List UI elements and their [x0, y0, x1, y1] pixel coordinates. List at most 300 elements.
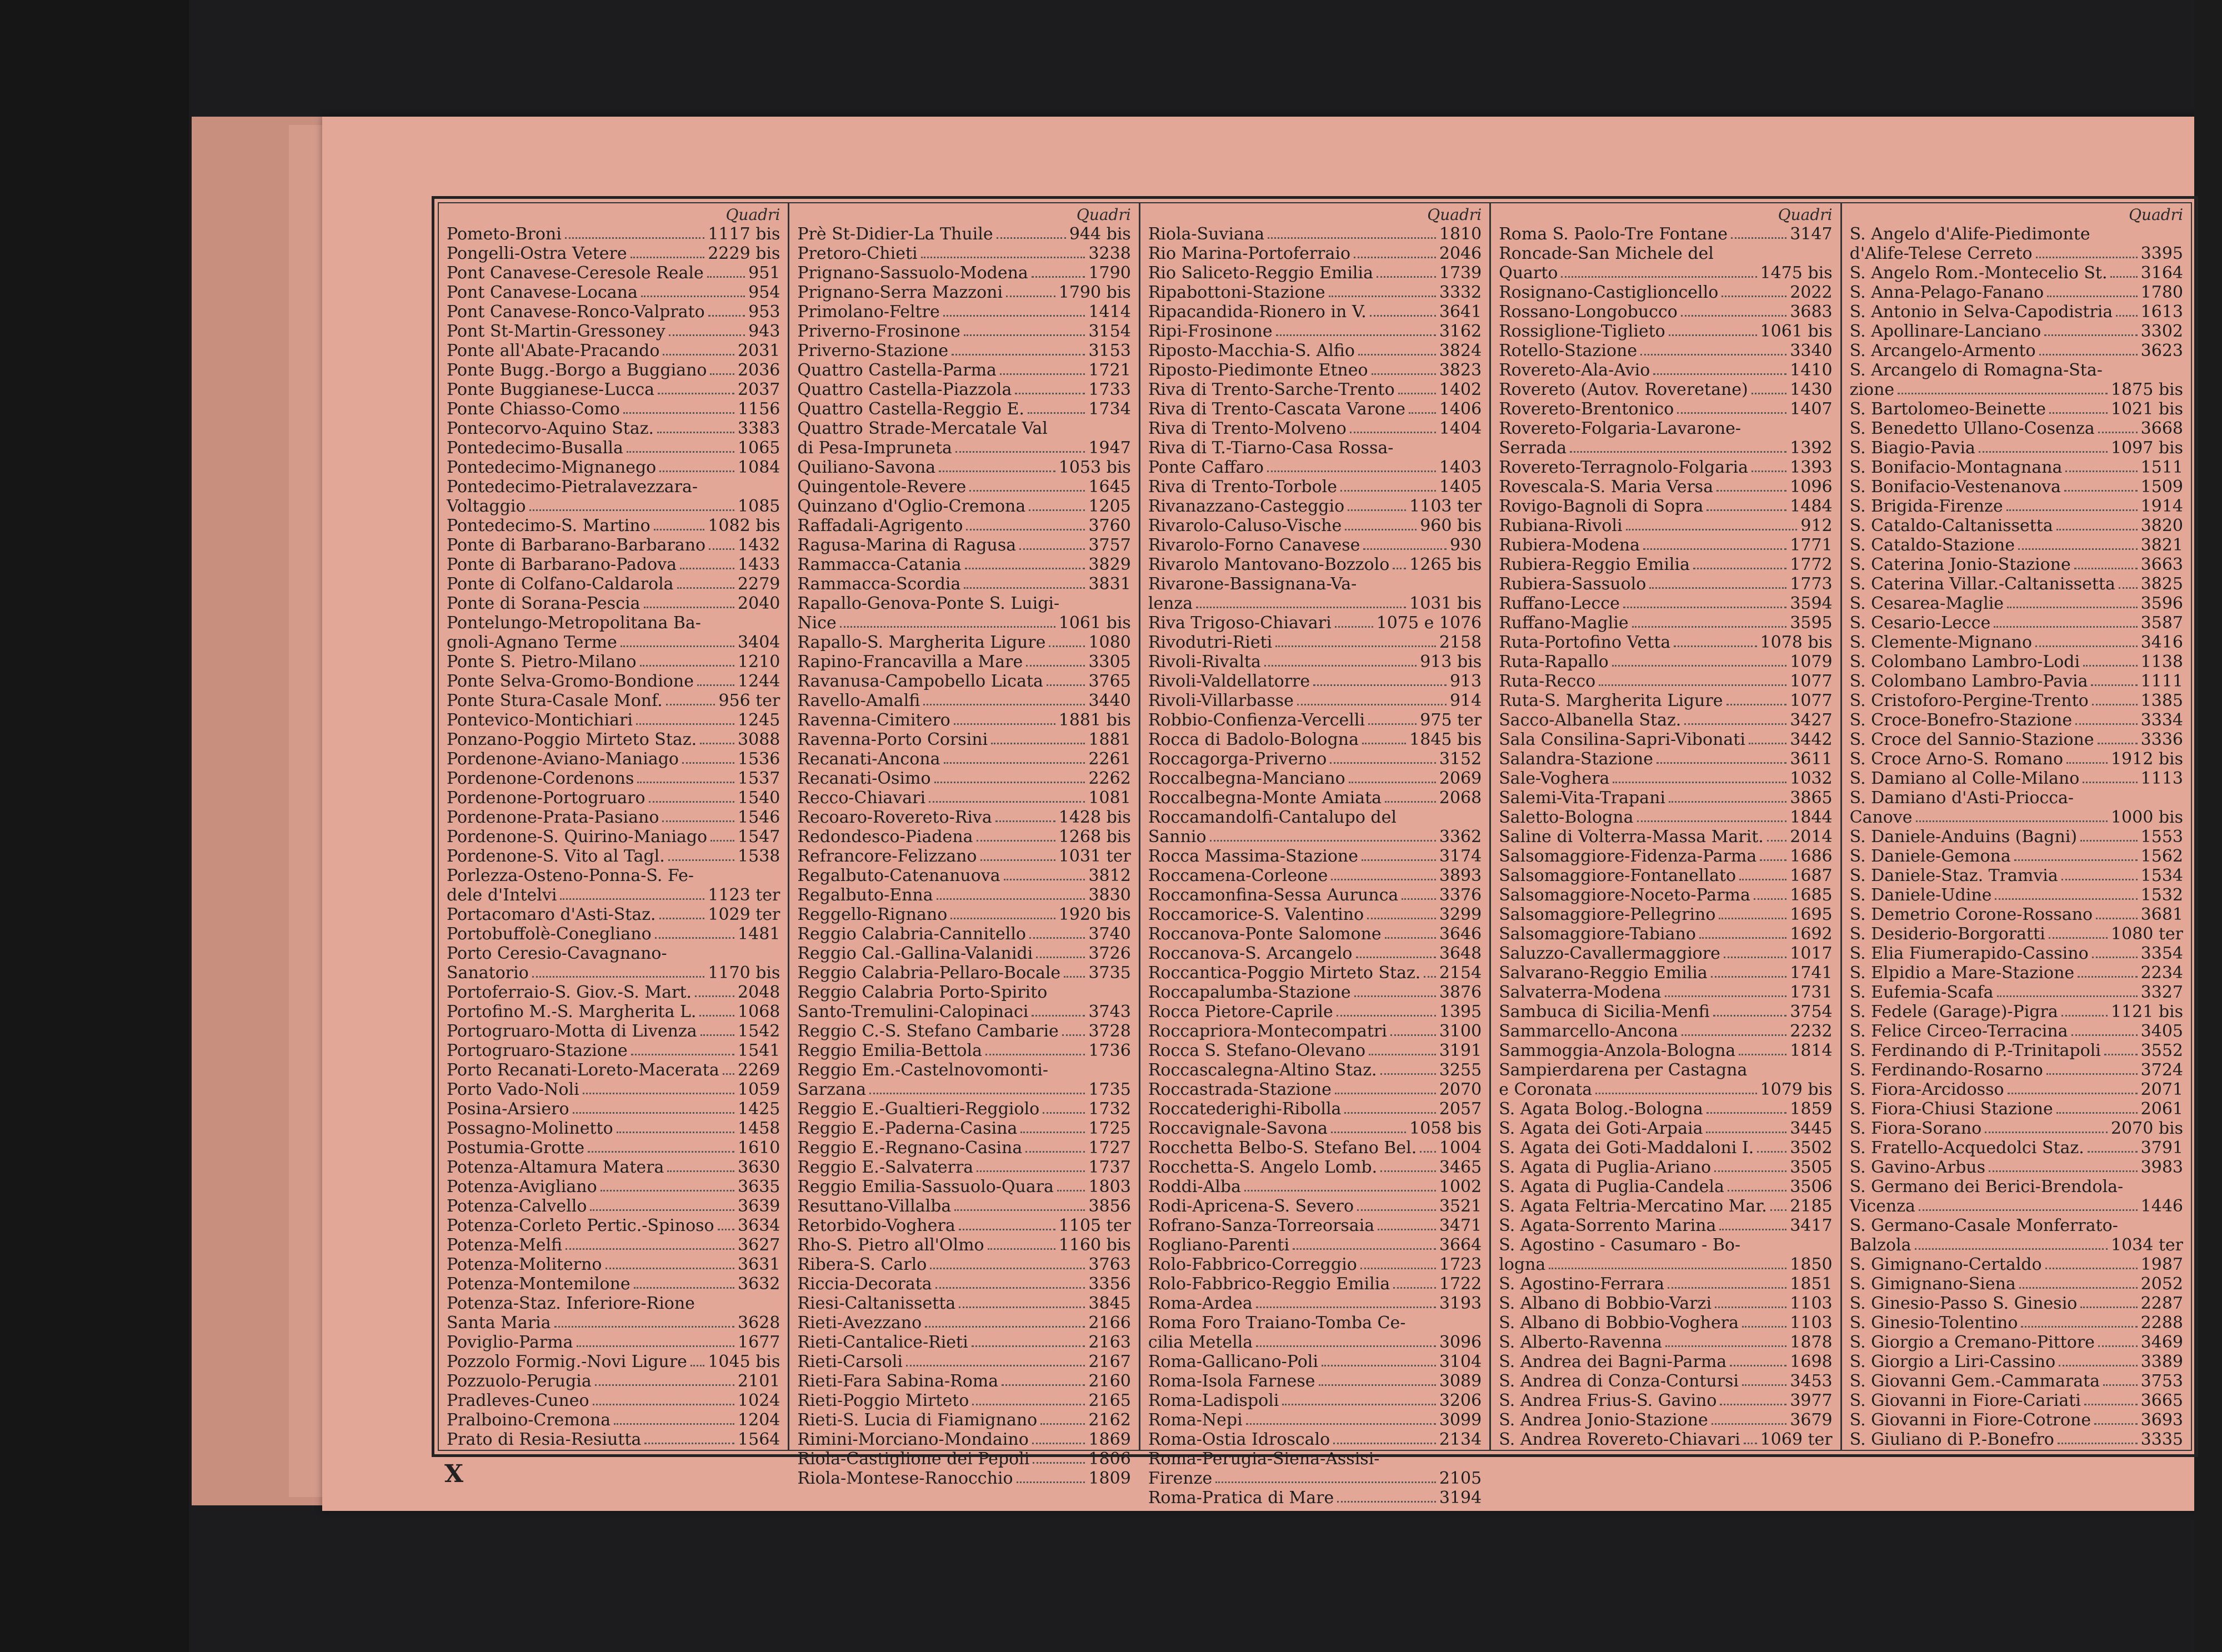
index-entry	[797, 749, 1130, 769]
entry-table-number: 1721	[1088, 361, 1131, 380]
entry-table-number: 1564	[738, 1430, 780, 1449]
dot-leader	[1751, 393, 1787, 394]
entry-route: Reggio E.-Salvaterra	[797, 1158, 974, 1177]
index-entry	[1148, 1410, 1482, 1430]
entry-route: Ponte di Sorana-Pescia	[447, 594, 640, 613]
dot-leader	[1681, 1034, 1786, 1036]
entry-route: Roma-Gallicano-Poli	[1148, 1352, 1318, 1371]
index-entry	[1850, 594, 2183, 613]
entry-route: Rocca Massima-Stazione	[1148, 847, 1358, 866]
dot-leader	[1420, 1151, 1436, 1153]
entry-table-number: 1244	[738, 672, 780, 691]
entry-table-number: 1692	[1790, 924, 1833, 944]
dot-leader	[2078, 976, 2138, 978]
entry-table-number: 2040	[738, 594, 780, 613]
dot-leader	[1711, 1423, 1787, 1425]
entry-table-number: 3305	[1088, 652, 1131, 672]
index-entry	[1499, 1333, 1832, 1352]
entry-route: Quattro Castella-Reggio E.	[797, 399, 1024, 419]
entry-table-number: 3679	[1790, 1410, 1833, 1430]
dot-leader	[654, 529, 705, 530]
entry-route: S. Agostino - Casumaro - Bo-	[1499, 1235, 1741, 1255]
dot-leader	[649, 801, 734, 803]
dot-leader	[977, 1170, 1085, 1172]
entry-route: Riva di Trento-Cascata Varone	[1148, 399, 1406, 419]
index-entry	[447, 1177, 780, 1197]
dot-leader	[2080, 840, 2138, 842]
index-entry	[447, 672, 780, 691]
entry-route: Ponte di Barbarano-Padova	[447, 555, 677, 574]
entry-route: S. Bonifacio-Vestenanova	[1849, 477, 2061, 497]
entry-table-number: 1395	[1439, 1002, 1482, 1022]
index-entry	[1499, 1177, 1832, 1197]
index-entry	[797, 613, 1130, 633]
entry-route: Rodi-Apricena-S. Severo	[1148, 1197, 1354, 1216]
entry-table-number: 3440	[1088, 691, 1131, 710]
dot-leader	[1742, 1384, 1786, 1386]
dot-leader	[1714, 1170, 1786, 1172]
entry-route: Ponte all'Abate-Pracando	[447, 341, 660, 361]
dot-leader	[1706, 1112, 1786, 1114]
entry-table-number: 1402	[1439, 380, 1482, 399]
entry-route: S. Bartolomeo-Beinette	[1849, 399, 2046, 419]
dot-leader	[1047, 684, 1085, 686]
dot-leader	[573, 1112, 735, 1114]
dot-leader	[1681, 315, 1786, 317]
dot-leader	[588, 1151, 734, 1153]
index-entry	[1148, 1138, 1482, 1158]
entry-route: Ravenna-Porto Corsini	[797, 730, 988, 749]
index-entry	[447, 1391, 780, 1410]
entry-route: Porto Recanati-Loreto-Macerata	[447, 1060, 719, 1080]
entry-table-number: 2052	[2140, 1274, 2184, 1294]
entry-route: S. Caterina Villar.-Caltanissetta	[1849, 574, 2115, 594]
dot-leader	[934, 782, 1085, 783]
index-entry	[1850, 1216, 2183, 1235]
index-entry	[1499, 1080, 1832, 1099]
entry-route: Riposto-Macchia-S. Alfio	[1148, 341, 1355, 361]
dot-leader	[1350, 432, 1436, 433]
index-entry	[447, 963, 780, 983]
entry-route: S. Ferdinando di P.-Trinitapoli	[1849, 1041, 2101, 1060]
entry-table-number: 3735	[1088, 963, 1131, 983]
index-entry	[1499, 710, 1832, 730]
entry-route: Riola-Suviana	[1148, 224, 1265, 244]
entry-route: Primolano-Feltre	[797, 302, 940, 322]
entry-route: Roccascalegna-Altino Staz.	[1148, 1060, 1377, 1080]
entry-table-number: 1772	[1790, 555, 1833, 574]
dot-leader	[2014, 859, 2138, 861]
entry-route: Pordenone-Aviano-Maniago	[447, 749, 679, 769]
index-entry	[1148, 866, 1482, 885]
entry-table-number: 1079 bis	[1760, 1080, 1833, 1099]
entry-route: Roccatederighi-Ribolla	[1148, 1099, 1342, 1119]
dot-leader	[1372, 373, 1436, 375]
dot-leader	[2061, 1015, 2108, 1017]
entry-table-number: 1053 bis	[1058, 458, 1131, 477]
entry-table-number: 1031 bis	[1409, 594, 1482, 613]
dot-leader	[925, 1326, 1085, 1328]
entry-route: Rivarolo Mantovano-Bozzolo	[1148, 555, 1390, 574]
entry-table-number: 2022	[1790, 283, 1833, 302]
entry-table-number: 2262	[1088, 769, 1131, 788]
index-entry	[1850, 749, 2183, 769]
index-entry	[1499, 1022, 1832, 1041]
entry-route: Reggio Cal.-Gallina-Valanidi	[797, 944, 1033, 963]
index-entry	[447, 497, 780, 516]
dot-leader	[1029, 509, 1085, 511]
entry-table-number: 3356	[1088, 1274, 1131, 1294]
entry-table-number: 1061 bis	[1760, 322, 1833, 341]
entry-route: Rieti-Cantalice-Rieti	[797, 1333, 968, 1352]
index-entry	[1148, 672, 1482, 691]
entry-route: Riva di T.-Tiarno-Casa Rossa-	[1148, 438, 1394, 458]
entry-route: Sacco-Albanella Staz.	[1499, 710, 1681, 730]
index-entry	[447, 1235, 780, 1255]
index-entry	[1499, 847, 1832, 866]
index-entry	[797, 497, 1130, 516]
index-entry	[1148, 1216, 1482, 1235]
dot-leader	[1313, 684, 1447, 686]
entry-table-number: 3760	[1088, 516, 1131, 535]
entry-route: S. Daniele-Anduins (Bagni)	[1849, 827, 2078, 847]
entry-route: Ponzano-Poggio Mirteto Staz.	[447, 730, 697, 749]
dot-leader	[1348, 509, 1406, 511]
entry-table-number: 3191	[1439, 1041, 1482, 1060]
index-entry	[1850, 1099, 2183, 1119]
entry-table-number: 3635	[738, 1177, 780, 1197]
dot-leader	[1730, 1365, 1786, 1366]
entry-route: Pordenone-S. Vito al Tagl.	[447, 847, 665, 866]
entry-route: Saletto-Bologna	[1499, 808, 1634, 827]
entry-route: Potenza-Melfi	[447, 1235, 563, 1255]
entry-route: S. Agata dei Goti-Maddaloni I.	[1499, 1138, 1754, 1158]
entry-route: Salsomaggiore-Fontanellato	[1499, 866, 1736, 885]
entry-table-number: 3893	[1439, 866, 1482, 885]
dot-leader	[590, 1209, 734, 1211]
index-entry	[1499, 866, 1832, 885]
entry-route: S. Colombano Lambro-Pavia	[1849, 672, 2088, 691]
entry-table-number: 1268 bis	[1058, 827, 1131, 847]
index-entry	[1499, 808, 1832, 827]
entry-route: Pometo-Broni	[447, 224, 562, 244]
entry-table-number: 3628	[738, 1313, 780, 1333]
entry-route: Prato di Resia-Resiutta	[447, 1430, 642, 1449]
index-entry	[1148, 1449, 1482, 1469]
entry-route: Quattro Castella-Piazzola	[797, 380, 1012, 399]
entry-route: Ponte Chiasso-Como	[447, 399, 620, 419]
entry-table-number: 1875 bis	[2110, 380, 2184, 399]
dot-leader	[620, 645, 734, 647]
entry-table-number: 1103	[1790, 1294, 1833, 1313]
entry-table-number: 1404	[1439, 419, 1482, 438]
dot-leader	[565, 237, 704, 239]
dot-leader	[1716, 490, 1786, 492]
index-entry	[797, 769, 1130, 788]
index-entry	[1850, 399, 2183, 419]
index-entry	[797, 263, 1130, 283]
dot-leader	[1632, 626, 1787, 628]
index-entry	[1850, 866, 2183, 885]
index-entry	[1148, 1060, 1482, 1080]
entry-route: Postumia-Grotte	[447, 1138, 585, 1158]
entry-route: Roccalbegna-Manciano	[1148, 769, 1345, 788]
dot-leader	[1997, 995, 2138, 997]
dot-leader	[1393, 568, 1406, 569]
entry-route: Rammacca-Scordia	[797, 574, 961, 594]
index-entry	[447, 983, 780, 1002]
entry-table-number: 1481	[738, 924, 780, 944]
index-entry	[1850, 419, 2183, 438]
index-entry	[447, 1138, 780, 1158]
dot-leader	[1715, 1306, 1786, 1308]
entry-table-number: 3743	[1088, 1002, 1131, 1022]
dot-leader	[1017, 1481, 1085, 1483]
index-entry	[797, 1119, 1130, 1138]
entry-table-number: 3404	[738, 633, 780, 652]
entry-table-number: 3681	[2140, 905, 2184, 924]
entry-route: Sambuca di Sicilia-Menfi	[1499, 1002, 1710, 1022]
entry-table-number: 3668	[2140, 419, 2184, 438]
entry-route: Rieti-Fara Sabina-Roma	[797, 1371, 999, 1391]
entry-table-number: 3100	[1439, 1022, 1482, 1041]
entry-table-number: 1540	[738, 788, 780, 808]
index-entry	[1850, 497, 2183, 516]
entry-table-number: 3206	[1439, 1391, 1482, 1410]
entry-table-number: 1113	[2140, 769, 2184, 788]
dot-leader	[2061, 879, 2138, 880]
entry-table-number: 3442	[1790, 730, 1833, 749]
entry-route: Robbio-Confienza-Vercelli	[1148, 710, 1365, 730]
index-entry	[1148, 263, 1482, 283]
entry-route: Pont St-Martin-Gressoney	[447, 322, 665, 341]
entry-route: Rovescala-S. Maria Versa	[1499, 477, 1714, 497]
entry-table-number: 1920 bis	[1058, 905, 1131, 924]
index-entry	[1850, 574, 2183, 594]
dot-leader	[1731, 237, 1786, 239]
entry-route: Pontedecimo-S. Martino	[447, 516, 650, 535]
entry-route: Roccamorice-S. Valentino	[1148, 905, 1364, 924]
index-entry	[447, 555, 780, 574]
entry-table-number: 3416	[2140, 633, 2184, 652]
dot-leader	[2018, 548, 2138, 550]
entry-route: Portogruaro-Motta di Livenza	[447, 1022, 697, 1041]
index-entry	[447, 866, 780, 885]
index-entry	[797, 652, 1130, 672]
index-entry	[1499, 885, 1832, 905]
index-entry	[1850, 885, 2183, 905]
entry-table-number: 1058 bis	[1409, 1119, 1482, 1138]
index-entry	[447, 458, 780, 477]
dot-leader	[1898, 393, 2108, 394]
index-entry	[1148, 1041, 1482, 1060]
entry-table-number: 2288	[2140, 1313, 2184, 1333]
entry-route: Roccapriora-Montecompatri	[1148, 1022, 1387, 1041]
entry-table-number: 3506	[1790, 1177, 1833, 1197]
entry-table-number: 1947	[1088, 438, 1131, 458]
index-entry	[1850, 244, 2183, 263]
dot-leader	[935, 1287, 1085, 1289]
dot-leader	[2092, 704, 2138, 705]
index-entry	[1850, 613, 2183, 633]
entry-route: Rapino-Francavilla a Mare	[797, 652, 1023, 672]
entry-route: S. Daniele-Udine	[1849, 885, 1992, 905]
dot-leader	[1032, 1443, 1085, 1444]
index-entry	[447, 594, 780, 613]
entry-route: Retorbido-Voghera	[797, 1216, 955, 1235]
index-entry	[1148, 1391, 1482, 1410]
dot-leader	[708, 315, 745, 317]
entry-table-number: 2165	[1088, 1391, 1131, 1410]
entry-route: S. Daniele-Gemona	[1849, 847, 2011, 866]
dot-leader	[593, 1404, 734, 1405]
entry-table-number: 3983	[2140, 1158, 2184, 1177]
dot-leader	[959, 1229, 1055, 1230]
index-entry	[1148, 1430, 1482, 1449]
index-entry	[1499, 1352, 1832, 1371]
entry-table-number: 3627	[738, 1235, 780, 1255]
index-entry	[1850, 710, 2183, 730]
index-entry	[1850, 1080, 2183, 1099]
entry-route: Recco-Chiavari	[797, 788, 926, 808]
dot-leader	[1322, 1365, 1436, 1366]
dot-leader	[1989, 1170, 2138, 1172]
entry-table-number: 3665	[2140, 1391, 2184, 1410]
dot-leader	[583, 1093, 734, 1094]
index-entry	[1499, 535, 1832, 555]
entry-route: Riola-Montese-Ranocchio	[797, 1469, 1013, 1488]
index-entry	[1499, 1002, 1832, 1022]
entry-route: Potenza-Calvello	[447, 1197, 587, 1216]
index-entry	[1850, 672, 2183, 691]
entry-route: Portofino M.-S. Margherita L.	[447, 1002, 697, 1022]
dot-leader	[682, 762, 734, 764]
entry-route: Pontecorvo-Aquino Staz.	[447, 419, 654, 438]
index-entry	[1148, 399, 1482, 419]
entry-route: Porto Ceresio-Cavagnano-	[447, 944, 667, 963]
index-entry	[447, 633, 780, 652]
index-entry	[1148, 1080, 1482, 1099]
index-entry	[1499, 263, 1832, 283]
entry-route: S. Brigida-Firenze	[1849, 497, 2003, 516]
index-entry	[447, 691, 780, 710]
entry-table-number: 1869	[1088, 1430, 1131, 1449]
entry-route: Roma Foro Traiano-Tomba Ce-	[1148, 1313, 1406, 1333]
entry-table-number: 1117 bis	[708, 224, 780, 244]
entry-route: Riccia-Decorata	[797, 1274, 932, 1294]
entry-table-number: 1878	[1790, 1333, 1833, 1352]
dot-leader	[1570, 451, 1786, 453]
index-entry	[1148, 477, 1482, 497]
index-entry	[797, 1197, 1130, 1216]
dot-leader	[2098, 743, 2138, 744]
entry-table-number: 943	[748, 322, 780, 341]
entry-route: Ribera-S. Carlo	[797, 1255, 927, 1274]
index-entry	[1148, 1255, 1482, 1274]
index-entry	[797, 458, 1130, 477]
entry-table-number: 3812	[1088, 866, 1131, 885]
dot-leader	[964, 587, 1085, 589]
entry-route: Pongelli-Ostra Vetere	[447, 244, 627, 263]
entry-route: Rocchetta-S. Angelo Lomb.	[1148, 1158, 1378, 1177]
index-entry	[447, 244, 780, 263]
entry-route: dele d'Intelvi	[447, 885, 557, 905]
entry-route: Pralboino-Cremona	[447, 1410, 611, 1430]
index-entry	[1148, 1488, 1482, 1508]
dot-leader	[1264, 665, 1417, 667]
entry-table-number: 1645	[1088, 477, 1131, 497]
dot-leader	[1393, 1287, 1436, 1289]
entry-route: Pont Canavese-Locana	[447, 283, 638, 302]
entry-route: Poviglio-Parma	[447, 1333, 573, 1352]
entry-table-number: 1103 ter	[1409, 497, 1482, 516]
dot-leader	[1340, 490, 1436, 492]
entry-route: Reggio Calabria Porto-Spirito	[797, 983, 1048, 1002]
entry-route: S. Biagio-Pavia	[1849, 438, 1975, 458]
entry-table-number: 2167	[1088, 1352, 1131, 1371]
index-entry	[797, 1216, 1130, 1235]
entry-table-number: 1410	[1790, 361, 1833, 380]
index-entry	[1499, 1099, 1832, 1119]
entry-table-number: 3663	[2140, 555, 2184, 574]
index-entry	[1850, 1391, 2183, 1410]
entry-table-number: 2031	[738, 341, 780, 361]
dot-leader	[2083, 665, 2138, 667]
entry-route: S. Agata-Sorrento Marina	[1499, 1216, 1716, 1235]
entry-table-number: 1458	[738, 1119, 780, 1138]
dot-leader	[2080, 1306, 2137, 1308]
dot-leader	[2035, 645, 2138, 647]
dot-leader	[1380, 1170, 1436, 1172]
entry-route: Voltaggio	[447, 497, 526, 516]
index-entry	[1499, 574, 1832, 594]
dot-leader	[1360, 1268, 1436, 1269]
dot-leader	[1995, 898, 2137, 900]
index-entry	[1850, 1060, 2183, 1080]
entry-route: Roma-Ostia Idroscalo	[1148, 1430, 1330, 1449]
entry-table-number: 1406	[1439, 399, 1482, 419]
index-entry	[1148, 944, 1482, 963]
entry-route: Ripacandida-Rionero in V.	[1148, 302, 1367, 322]
dot-leader	[954, 1209, 1085, 1211]
dot-leader	[560, 898, 704, 900]
dot-leader	[723, 1073, 734, 1075]
dot-leader	[1043, 1112, 1085, 1114]
entry-table-number: 2287	[2140, 1294, 2184, 1313]
entry-route: Sala Consilina-Sapri-Vibonati	[1499, 730, 1745, 749]
dot-leader	[1362, 859, 1436, 861]
entry-table-number: 3299	[1439, 905, 1482, 924]
entry-table-number: 1538	[738, 847, 780, 866]
index-entry	[797, 1099, 1130, 1119]
dot-leader	[1049, 645, 1085, 647]
entry-route: Pordenone-Prata-Pasiano	[447, 808, 659, 827]
dot-leader	[2008, 1093, 2138, 1094]
index-entry	[447, 1255, 780, 1274]
index-entry	[1148, 438, 1482, 458]
dot-leader	[1335, 626, 1373, 628]
entry-table-number: 1428 bis	[1058, 808, 1131, 827]
dot-leader	[1367, 918, 1436, 919]
entry-route: e Coronata	[1499, 1080, 1593, 1099]
dot-leader	[667, 1170, 734, 1172]
entry-table-number: 3445	[1790, 1119, 1833, 1138]
dot-leader	[965, 568, 1085, 569]
index-entry	[1850, 1313, 2183, 1333]
dot-leader	[1637, 820, 1787, 822]
entry-route: Ripi-Frosinone	[1148, 322, 1273, 341]
entry-route: Recoaro-Rovereto-Riva	[797, 808, 992, 827]
